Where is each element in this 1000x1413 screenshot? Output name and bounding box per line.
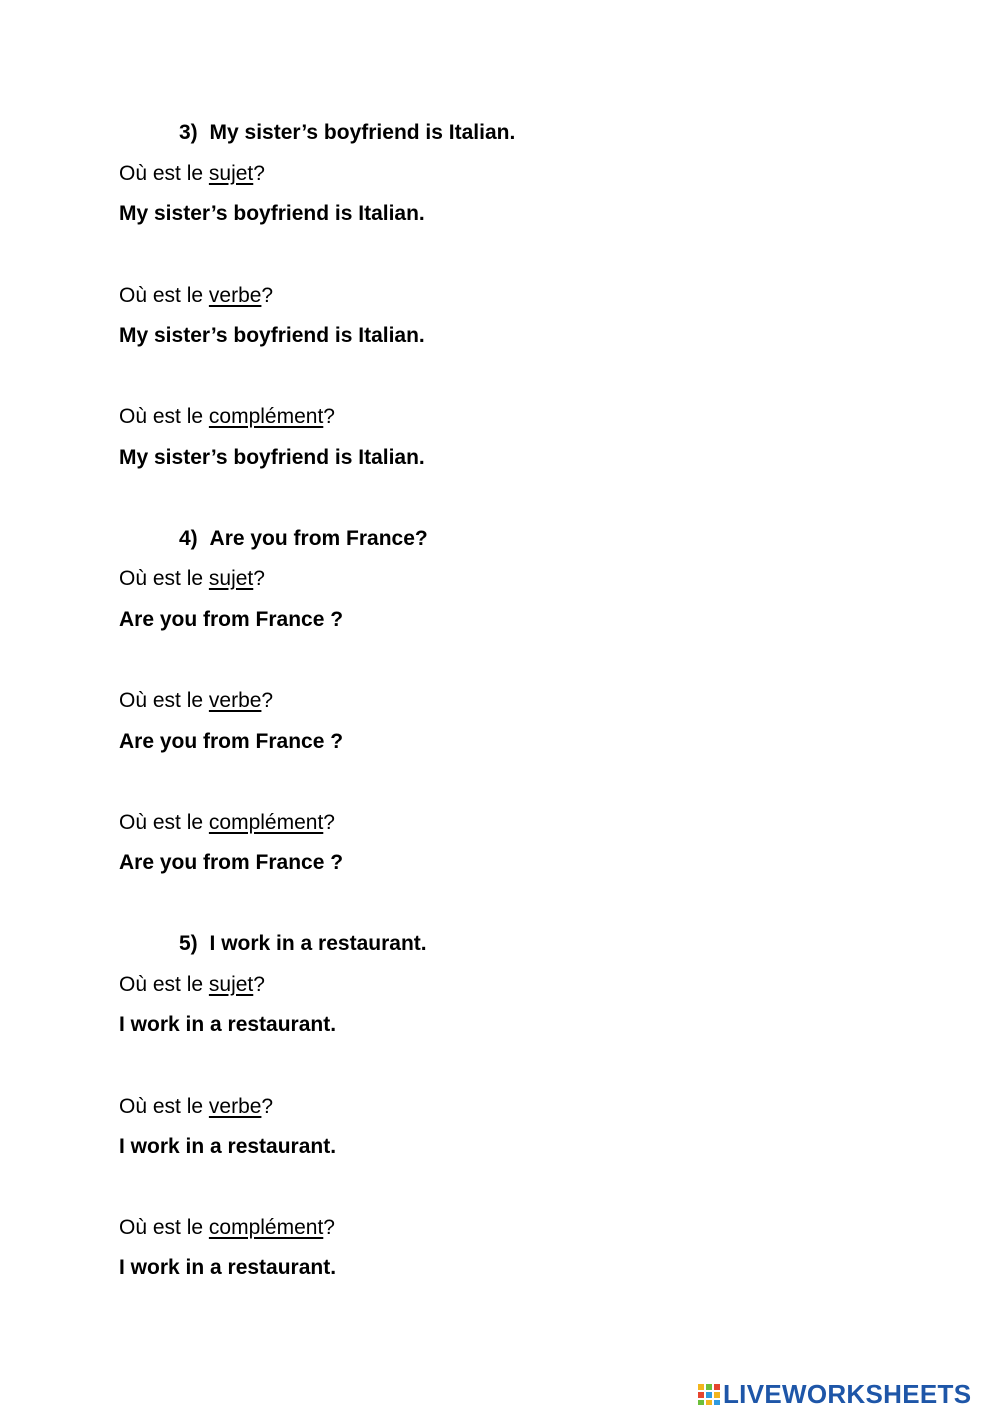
question-sujet [119, 566, 265, 592]
question-suffix: ? [253, 973, 265, 996]
question-term: sujet [208, 567, 254, 590]
exercise-4-heading [179, 526, 428, 552]
question-sujet [119, 972, 265, 998]
question-term: sujet [208, 973, 254, 996]
answer-sentence[interactable]: Are you from France ? [119, 851, 344, 874]
question-suffix: ? [261, 284, 274, 307]
question-suffix: ? [261, 689, 274, 712]
exercise-sentence: My sister’s boyfriend is Italian. [209, 121, 516, 144]
question-prefix: Où est le [119, 567, 209, 590]
answer-sentence[interactable]: I work in a restaurant. [119, 1256, 337, 1279]
liveworksheets-logo [697, 1380, 971, 1408]
answer-sentence[interactable]: My sister’s boyfriend is Italian. [119, 446, 425, 469]
liveworksheets-logo-icon [697, 1382, 721, 1406]
question-term: verbe [208, 1095, 262, 1118]
question-complement [119, 810, 335, 836]
question-complement [119, 404, 335, 430]
question-prefix: Où est le [119, 405, 209, 428]
question-suffix: ? [253, 567, 265, 590]
answer-sentence[interactable]: My sister’s boyfriend is Italian. [119, 202, 425, 225]
question-term: verbe [208, 284, 262, 307]
exercise-5-heading [179, 931, 427, 957]
question-prefix: Où est le [119, 162, 209, 185]
question-suffix: ? [323, 1216, 335, 1239]
question-term: complément [208, 811, 324, 834]
exercise-sentence: Are you from France? [209, 527, 428, 550]
question-suffix: ? [261, 1095, 274, 1118]
exercise-3-heading [179, 120, 515, 146]
question-term: complément [208, 1216, 324, 1239]
question-suffix: ? [323, 405, 335, 428]
answer-sentence[interactable]: Are you from France ? [119, 730, 344, 753]
question-suffix: ? [323, 811, 335, 834]
question-prefix: Où est le [119, 811, 209, 834]
answer-sentence[interactable]: I work in a restaurant. [119, 1013, 337, 1036]
question-prefix: Où est le [119, 973, 209, 996]
question-verbe [119, 1094, 273, 1120]
question-complement [119, 1215, 335, 1241]
question-verbe [119, 688, 273, 714]
logo-text: LIVEWORKSHEETS [723, 1378, 972, 1409]
question-prefix: Où est le [119, 1216, 209, 1239]
exercise-number: 4) [179, 527, 198, 550]
answer-sentence[interactable]: My sister’s boyfriend is Italian. [119, 324, 425, 347]
question-term: complément [208, 405, 324, 428]
question-prefix: Où est le [119, 689, 209, 712]
exercise-number: 5) [179, 932, 198, 955]
exercise-sentence: I work in a restaurant. [209, 932, 427, 955]
answer-sentence[interactable]: Are you from France ? [119, 608, 344, 631]
question-term: verbe [208, 689, 262, 712]
exercise-number: 3) [179, 121, 198, 144]
question-sujet [119, 161, 265, 187]
question-verbe [119, 283, 273, 309]
question-term: sujet [208, 162, 254, 185]
question-prefix: Où est le [119, 1095, 209, 1118]
question-prefix: Où est le [119, 284, 209, 307]
answer-sentence[interactable]: I work in a restaurant. [119, 1135, 337, 1158]
question-suffix: ? [253, 162, 265, 185]
